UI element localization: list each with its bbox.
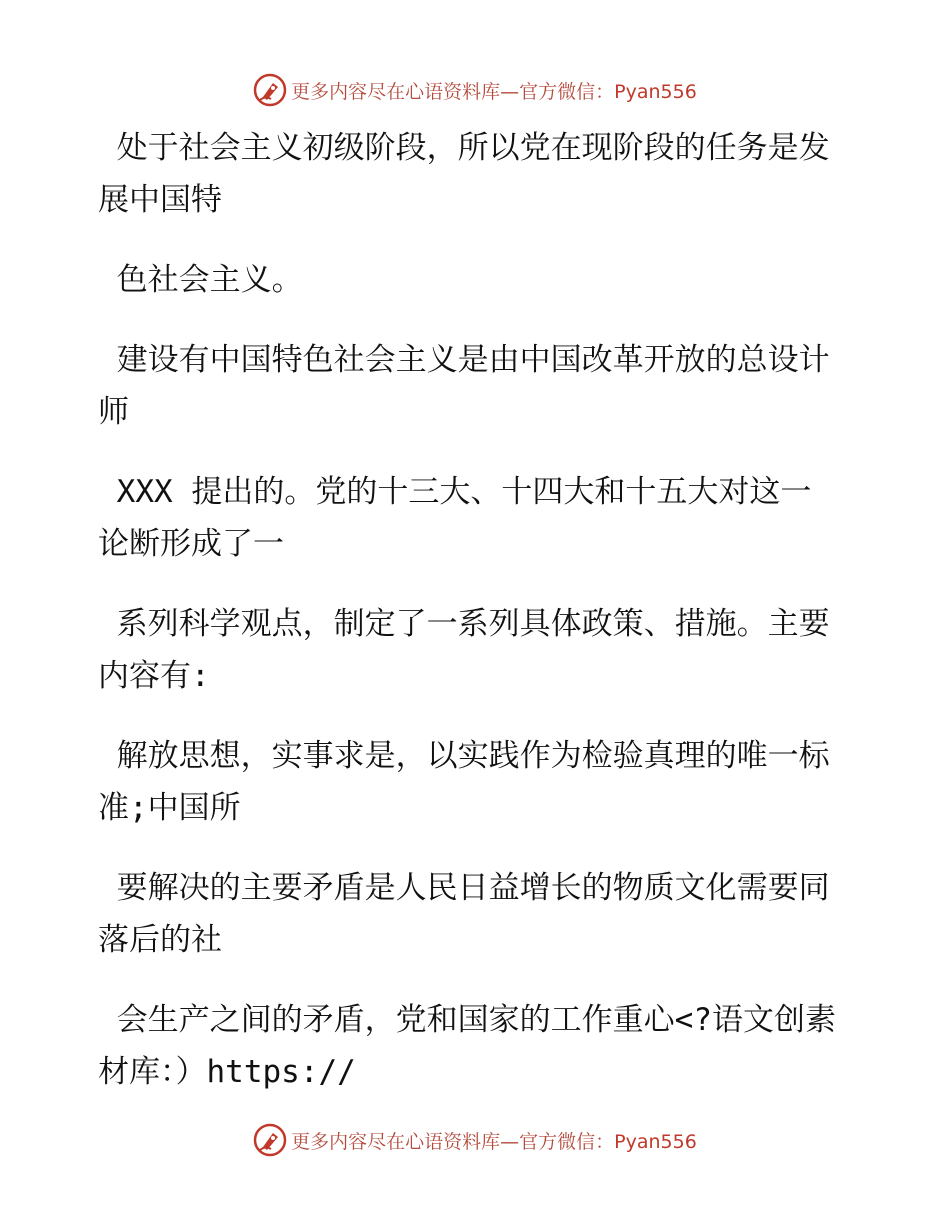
footer-banner	[0, 1120, 950, 1160]
footer-banner-text: 更多内容尽在心语资料库—官方微信：Pyan556	[291, 1130, 697, 1153]
paragraph-8: 会生产之间的矛盾，党和国家的工作重心<?语文创素材库：）https://	[98, 1002, 836, 1090]
pen-nib-logo-icon	[253, 73, 287, 107]
paragraph-7: 要解决的主要矛盾是人民日益增长的物质文化需要同落后的社	[98, 870, 830, 958]
header-banner	[0, 70, 950, 110]
footer-wechat-id: Pyan556	[614, 1130, 697, 1153]
paragraph-4: XXX 提出的。党的十三大、十四大和十五大对这一论断形成了一	[98, 474, 812, 562]
paragraph-5: 系列科学观点，制定了一系列具体政策、措施。主要内容有:	[98, 606, 830, 694]
paragraph-6: 解放思想，实事求是，以实践作为检验真理的唯一标准;中国所	[98, 738, 830, 826]
header-wechat-id: Pyan556	[614, 80, 697, 103]
header-banner-text: 更多内容尽在心语资料库—官方微信：Pyan556	[291, 80, 697, 103]
paragraph-2: 色社会主义。	[98, 262, 303, 298]
paragraph-3: 建设有中国特色社会主义是由中国改革开放的总设计师	[98, 342, 830, 430]
paragraph-1: 处于社会主义初级阶段，所以党在现阶段的任务是发展中国特	[98, 130, 830, 218]
document-body	[98, 122, 838, 1126]
pen-nib-logo-icon	[253, 1123, 287, 1157]
